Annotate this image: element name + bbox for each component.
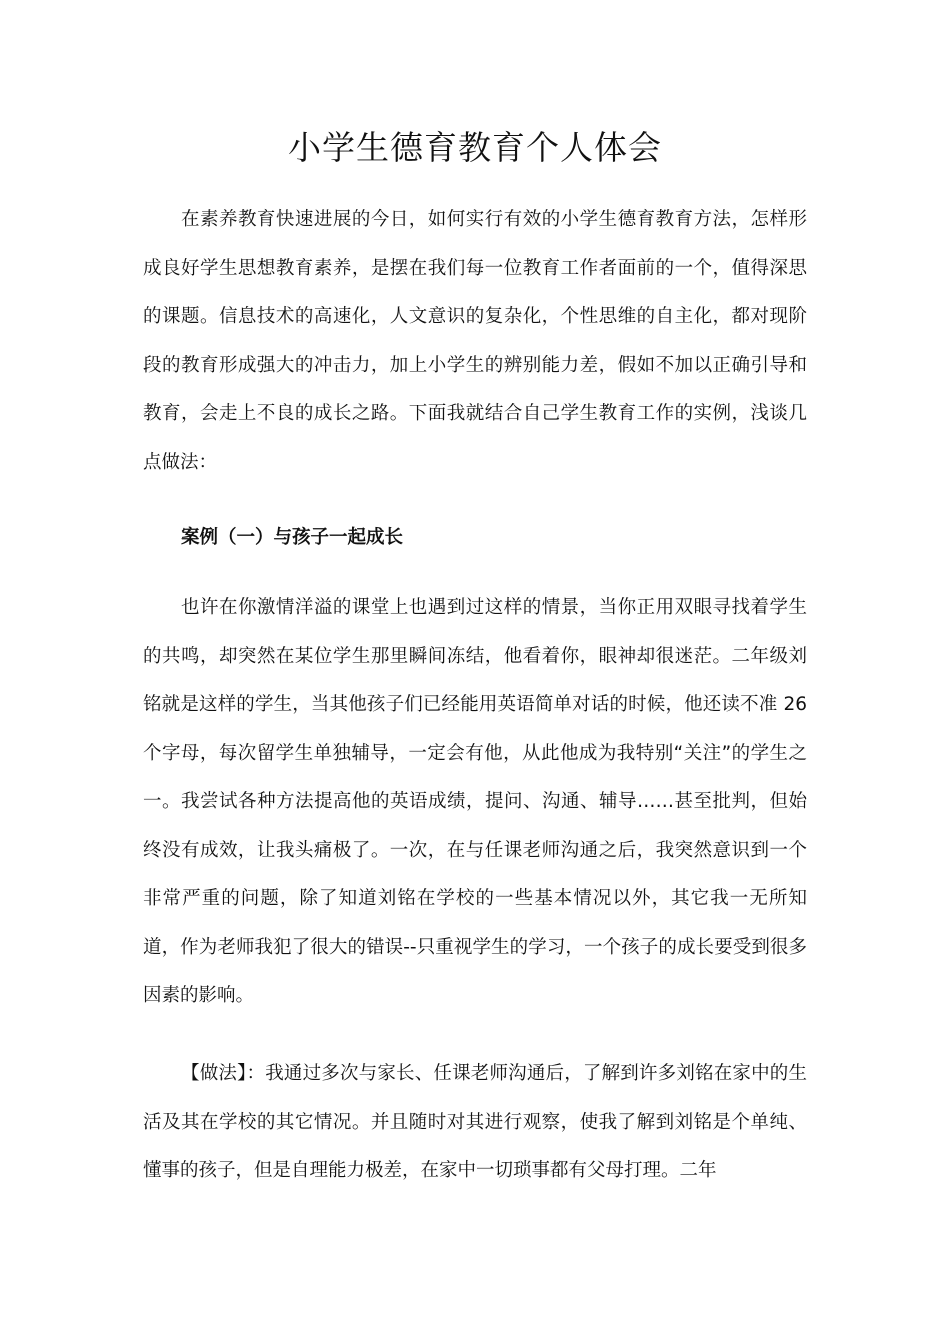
intro-paragraph: 在素养教育快速进展的今日，如何实行有效的小学生德育教育方法，怎样形成良好学生思想教育素养，是摆在我们每一位教育工作者面前的一个，值得深思的课题。信息技术的高速化，人文意识的复杂化，个性思维的自主化，都对现阶段的教育形成强大的冲击力，加上小学生的辨别能力差，假如不加以正确引导和教育，会走上不良的成长之路。下面我就结合自己学生教育工作的实例，浅谈几点做法： — [143, 209, 807, 473]
case1-heading: 案例（一）与孩子一起成长 — [181, 527, 404, 548]
document-title: 小学生德育教育个人体会 — [288, 128, 662, 167]
method-paragraph: 【做法】：我通过多次与家长、任课老师沟通后，了解到许多刘铭在家中的生活及其在学校的其它情况。并且随时对其进行观察，使我了解到刘铭是个单纯、懂事的孩子，但是自理能力极差，在家中一切琐事都有父母打理。二年 — [143, 1063, 807, 1181]
case1-paragraph: 也许在你激情洋溢的课堂上也遇到过这样的情景，当你正用双眼寻找着学生的共鸣，却突然在某位学生那里瞬间冻结，他看着你，眼神却很迷茫。二年级刘铭就是这样的学生，当其他孩子们已经能用英语简单对话的时候，他还读不准 26 个字母，每次留学生单独辅导，一定会有他，从此他成为我特别“关注”的学生之一。我尝试各种方法提高他的英语成绩，提问、沟通、辅导……甚至批判，但始终没有成效，让我头痛极了。一次，在与任课老师沟通之后，我突然意识到一个非常严重的问题，除了知道刘铭在学校的一些基本情况以外，其它我一无所知道，作为老师我犯了很大的错误--只重视学生的学习，一个孩子的成长要受到很多因素的影响。 — [143, 597, 807, 1006]
